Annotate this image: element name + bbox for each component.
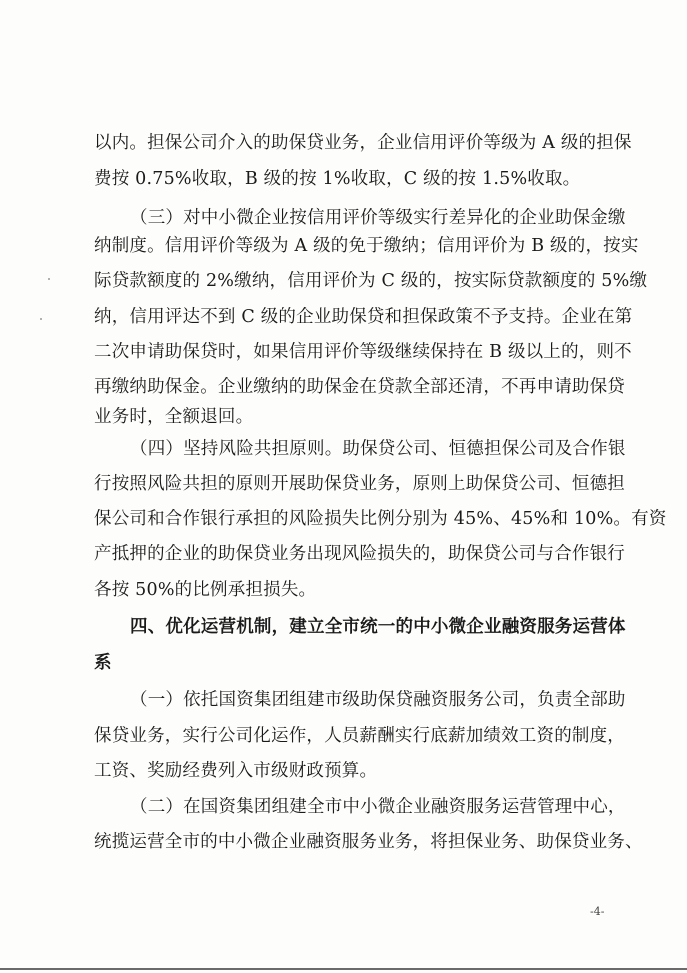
- text-line: 统揽运营全市的中小微企业融资服务业务，将担保业务、助保贷业务、: [94, 832, 643, 852]
- text-line: 际贷款额度的 2%缴纳，信用评价为 C 级的，按实际贷款额度的 5%缴: [94, 271, 648, 291]
- text-line: 纳，信用评达不到 C 级的企业助保贷和担保政策不予支持。企业在第: [94, 307, 633, 327]
- text-line: 保贷业务，实行公司化运作，人员薪酬实行底薪加绩效工资的制度，: [94, 726, 625, 746]
- bottom-rule: [0, 968, 687, 970]
- text-line: 保公司和合作银行承担的风险损失比例分别为 45%、45%和 10%。有资: [94, 509, 667, 529]
- text-line: 费按 0.75%收取，B 级的按 1%收取，C 级的按 1.5%收取。: [94, 169, 581, 189]
- text-line: 行按照风险共担的原则开展助保贷业务，原则上助保贷公司、恒德担: [94, 474, 625, 494]
- text-line: 各按 50%的比例承担损失。: [94, 580, 317, 600]
- section-heading-continuation: 系: [94, 653, 112, 673]
- text-line: 再缴纳助保金。企业缴纳的助保金在贷款全部还清，不再申请助保贷: [94, 377, 625, 397]
- text-line: （一）依托国资集团组建市级助保贷融资服务公司，负责全部助: [130, 690, 626, 710]
- text-line: （三）对中小微企业按信用评价等级实行差异化的企业助保金缴: [130, 208, 626, 228]
- page-number: -4-: [590, 905, 605, 918]
- text-line: （四）坚持风险共担原则。助保贷公司、恒德担保公司及合作银: [130, 439, 626, 459]
- text-line: 工资、奖励经费列入市级财政预算。: [94, 761, 378, 781]
- text-line: 产抵押的企业的助保贷业务出现风险损失的，助保贷公司与合作银行: [94, 544, 625, 564]
- text-line: 纳制度。信用评价等级为 A 级的免于缴纳；信用评价为 B 级的，按实: [94, 236, 639, 256]
- text-line: 二次申请助保贷时，如果信用评价等级继续保持在 B 级以上的，则不: [94, 342, 632, 362]
- text-line: 以内。担保公司介入的助保贷业务，企业信用评价等级为 A 级的担保: [94, 133, 632, 153]
- scan-speck: [40, 318, 42, 320]
- scan-speck: [48, 278, 50, 280]
- section-heading: 四、优化运营机制，建立全市统一的中小微企业融资服务运营体: [130, 617, 626, 637]
- text-line: （二）在国资集团组建全市中小微企业融资服务运营管理中心，: [130, 797, 626, 817]
- text-line: 业务时，全额退回。: [94, 407, 254, 427]
